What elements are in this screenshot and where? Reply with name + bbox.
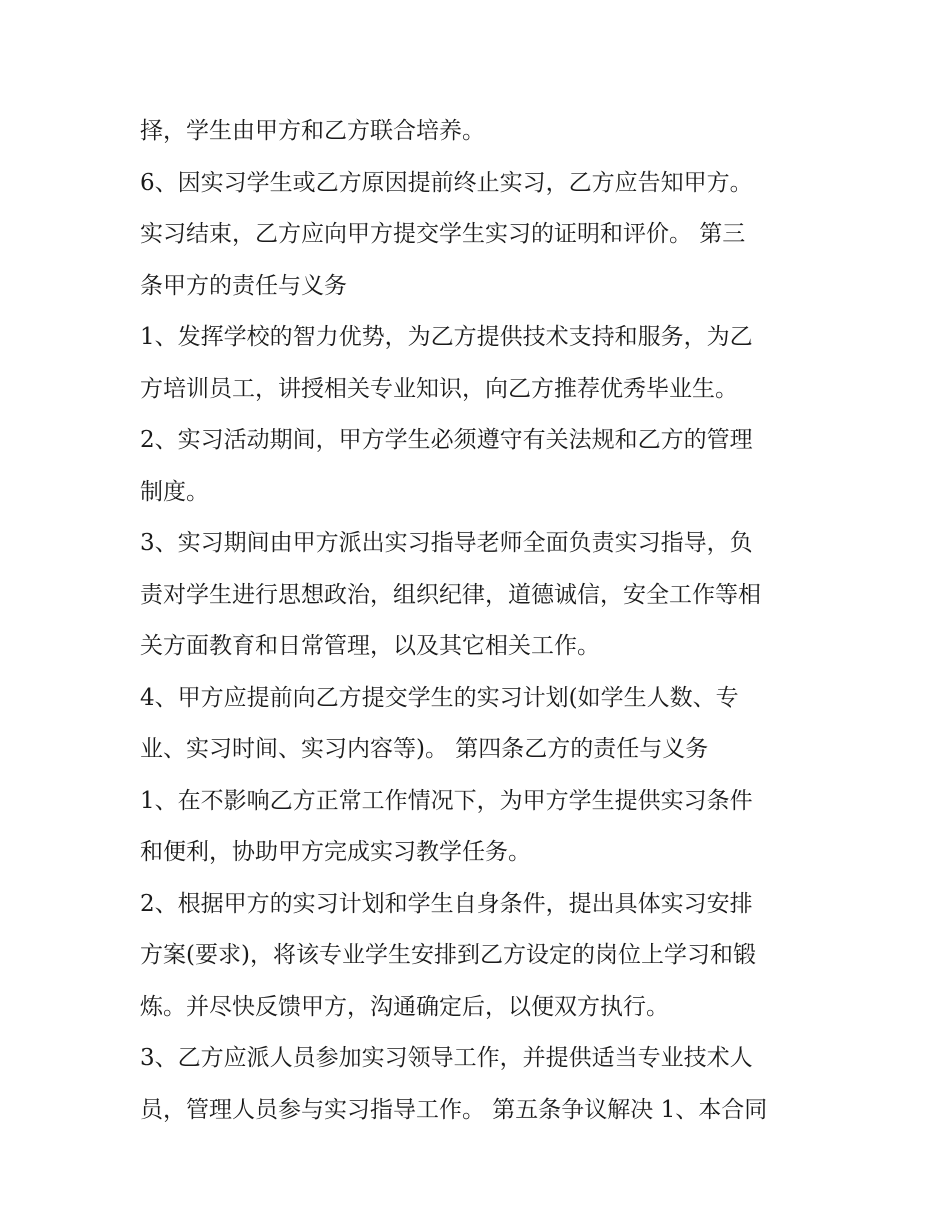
text-line: 方案(要求)，将该专业学生安排到乙方设定的岗位上学习和锻: [140, 942, 756, 968]
text-line: 2、根据甲方的实习计划和学生自身条件，提出具体实习安排: [140, 890, 753, 917]
text-line: 1、发挥学校的智力优势，为乙方提供技术支持和服务，为乙: [140, 324, 753, 350]
text-line: 制度。: [140, 478, 209, 505]
text-line: 和便利，协助甲方完成实习教学任务。: [140, 839, 531, 865]
text-line: 方培训员工，讲授相关专业知识，向乙方推荐优秀毕业生。: [140, 375, 738, 402]
text-line: 员，管理人员参与实习指导工作。 第五条争议解决 1、本合同: [140, 1096, 768, 1123]
text-line: 3、实习期间由甲方派出实习指导老师全面负责实习指导，负: [140, 530, 753, 556]
text-line: 实习结束，乙方应向甲方提交学生实习的证明和评价。 第三: [140, 221, 746, 247]
text-line: 4、甲方应提前向乙方提交学生的实习计划(如学生人数、专: [140, 684, 739, 711]
document-body: [140, 106, 820, 1136]
text-line: 1、在不影响乙方正常工作情况下，为甲方学生提供实习条件: [140, 787, 753, 814]
text-line: 关方面教育和日常管理，以及其它相关工作。: [140, 633, 600, 659]
text-line: 3、乙方应派人员参加实习领导工作，并提供适当专业技术人: [140, 1045, 753, 1071]
text-line: 业、实习时间、实习内容等)。 第四条乙方的责任与义务: [140, 736, 709, 762]
text-line: 2、实习活动期间，甲方学生必须遵守有关法规和乙方的管理: [140, 427, 753, 453]
text-line: 条甲方的责任与义务: [140, 272, 347, 299]
text-line: 6、因实习学生或乙方原因提前终止实习，乙方应告知甲方。: [140, 169, 753, 196]
text-line: 责对学生进行思想政治，组织纪律，道德诚信，安全工作等相: [140, 581, 761, 608]
text-line: 择，学生由甲方和乙方联合培养。: [140, 118, 485, 144]
text-line: 炼。并尽快反馈甲方，沟通确定后，以便双方执行。: [140, 993, 669, 1020]
